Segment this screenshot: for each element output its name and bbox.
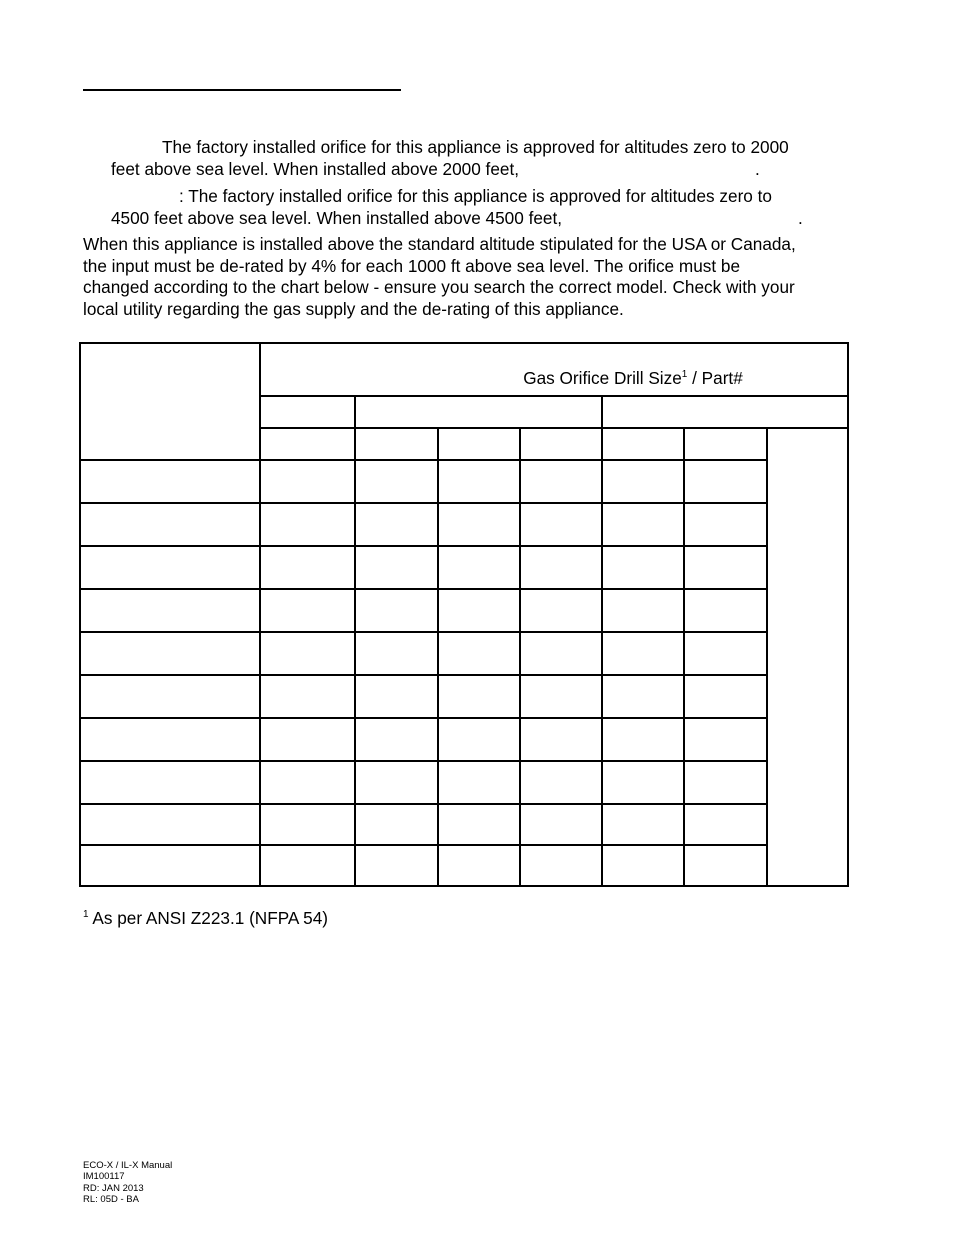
paragraph-1-line-1: The factory installed orifice for this appliance is approved for altitudes zero to 2000 xyxy=(162,137,789,157)
section-heading-underline xyxy=(83,89,401,91)
paragraph-3-line-4: local utility regarding the gas supply and the de-rating of this appliance. xyxy=(83,298,624,319)
orifice-chart-table xyxy=(79,342,849,887)
doc-revision: RL: 05D - BA xyxy=(83,1193,139,1205)
doc-release-date: RD: JAN 2013 xyxy=(83,1182,144,1194)
column-divider-0 xyxy=(259,342,261,887)
doc-manual-title: ECO-X / IL-X Manual xyxy=(83,1160,173,1171)
derating-paragraph xyxy=(83,234,873,320)
column-divider-1 xyxy=(354,427,356,887)
paragraph-3-line-2: the input must be de-rated by 4% for each 1000 ft above sea level. The orifice must be xyxy=(83,255,741,276)
table-header-suffix: / Part# xyxy=(687,368,743,388)
row-divider-4 xyxy=(79,588,768,590)
paragraph-3-line-3: changed according to the chart below - ensure you search the correct model. Check with your xyxy=(83,277,795,297)
table-header-footnote-mark: 1 xyxy=(681,369,688,380)
row-divider-6 xyxy=(79,674,768,676)
column-divider-5 xyxy=(683,427,685,887)
row-divider-10 xyxy=(79,844,768,846)
row-divider-3 xyxy=(79,545,768,547)
row-divider-2 xyxy=(79,502,768,504)
altitude-paragraph-canada xyxy=(111,186,851,229)
paragraph-2-period: . xyxy=(798,207,803,228)
doc-number: IM100117 xyxy=(83,1171,125,1183)
table-border-top xyxy=(79,342,849,344)
table-header-text: Gas Orifice Drill Size xyxy=(523,368,682,388)
row-divider-1 xyxy=(79,459,768,461)
column-divider-6 xyxy=(766,427,768,887)
altitude-paragraph-usa xyxy=(111,137,851,180)
paragraph-1-period: . xyxy=(755,158,760,179)
row-divider-7 xyxy=(79,717,768,719)
table-border-right xyxy=(847,342,849,887)
paragraph-1-line-2: feet above sea level. When installed above 2000 feet, xyxy=(111,158,520,179)
row-divider-5 xyxy=(79,631,768,633)
column-divider-4 xyxy=(601,427,603,887)
table-border-bottom xyxy=(79,885,849,887)
column-divider-3 xyxy=(519,427,521,887)
table-border-left xyxy=(79,342,81,887)
footnote-text: As per ANSI Z223.1 (NFPA 54) xyxy=(88,908,329,928)
paragraph-3-line-1: When this appliance is installed above the standard altitude stipulated for the USA or Canada, xyxy=(83,234,796,254)
document-info-block xyxy=(83,1160,172,1205)
header-group-divider-1 xyxy=(354,395,356,429)
header-divider-1 xyxy=(259,395,849,397)
column-divider-2 xyxy=(437,427,439,887)
header-group-divider-2 xyxy=(601,395,603,429)
footnote xyxy=(83,907,328,929)
paragraph-2-line-2: 4500 feet above sea level. When installed above 4500 feet, xyxy=(111,207,563,228)
row-divider-8 xyxy=(79,760,768,762)
paragraph-2-line-1: : The factory installed orifice for this appliance is approved for altitudes zero to xyxy=(179,186,772,206)
footnote-mark: 1 xyxy=(83,909,89,920)
row-divider-9 xyxy=(79,803,768,805)
header-divider-2 xyxy=(259,427,849,429)
table-header-gas-orifice xyxy=(339,368,927,388)
